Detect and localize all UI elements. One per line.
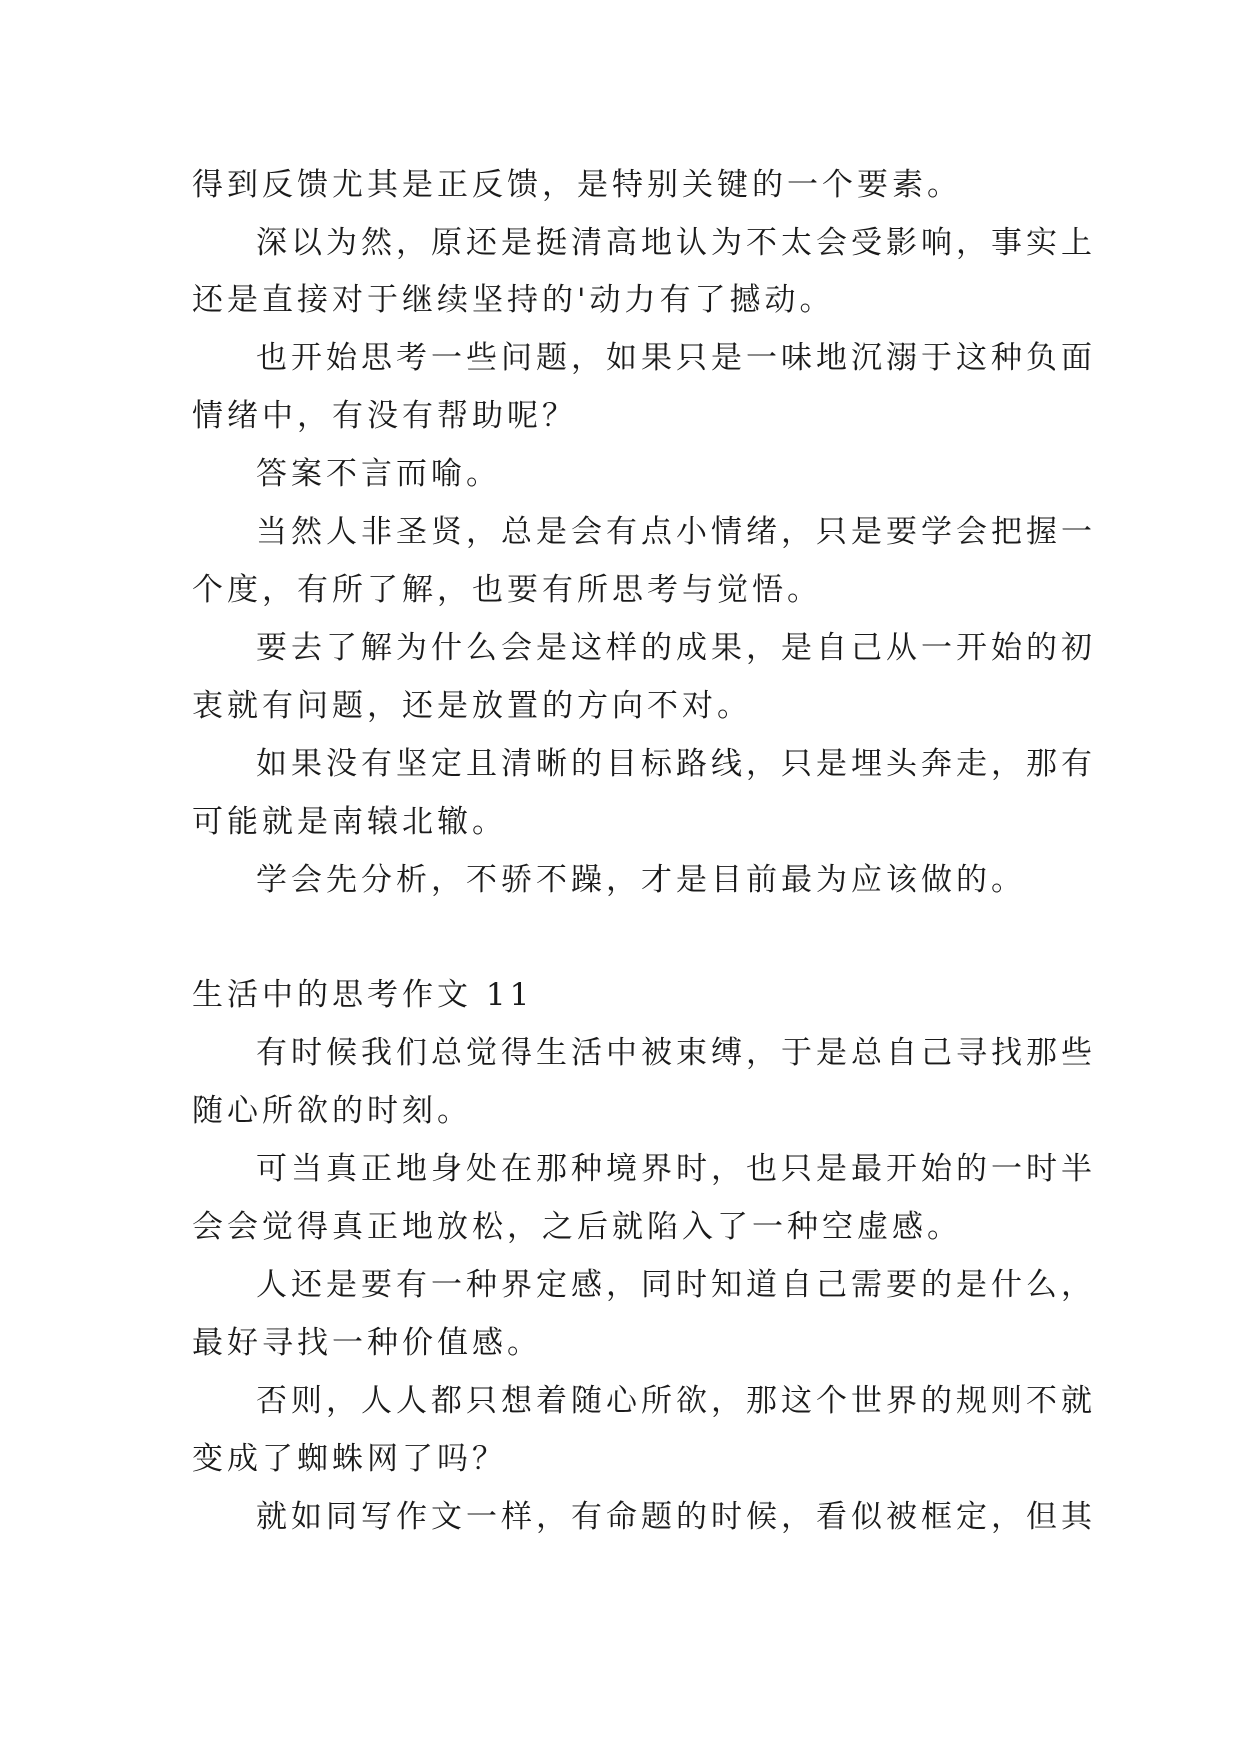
paragraph-line: 也开始思考一些问题，如果只是一味地沉溺于这种负面: [256, 340, 1096, 376]
paragraph-line: 随心所欲的时刻。: [192, 1093, 472, 1129]
paragraph-line: 否则，人人都只想着随心所欲，那这个世界的规则不就: [256, 1383, 1096, 1419]
paragraph-line: 得到反馈尤其是正反馈，是特别关键的一个要素。: [192, 167, 962, 203]
paragraph-line: 有时候我们总觉得生活中被束缚，于是总自己寻找那些: [256, 1035, 1096, 1071]
paragraph-line: 可能就是南辕北辙。: [192, 804, 507, 840]
section-heading: 生活中的思考作文 11: [192, 977, 534, 1013]
paragraph-line: 还是直接对于继续坚持的'动力有了撼动。: [192, 282, 835, 318]
paragraph-line: 如果没有坚定且清晰的目标路线，只是埋头奔走，那有: [256, 746, 1096, 782]
paragraph-line: 学会先分析，不骄不躁，才是目前最为应该做的。: [256, 862, 1026, 898]
paragraph-line: 个度，有所了解，也要有所思考与觉悟。: [192, 572, 822, 608]
paragraph-line: 答案不言而喻。: [256, 456, 501, 492]
paragraph-line: 最好寻找一种价值感。: [192, 1325, 542, 1361]
paragraph-line: 要去了解为什么会是这样的成果，是自己从一开始的初: [256, 630, 1096, 666]
paragraph-line: 变成了蜘蛛网了吗？: [192, 1441, 507, 1477]
paragraph-line: 衷就有问题，还是放置的方向不对。: [192, 688, 752, 724]
paragraph-line: 深以为然，原还是挺清高地认为不太会受影响，事实上: [256, 225, 1096, 261]
paragraph-line: 当然人非圣贤，总是会有点小情绪，只是要学会把握一: [256, 514, 1096, 550]
paragraph-line: 就如同写作文一样，有命题的时候，看似被框定，但其: [256, 1499, 1096, 1535]
paragraph-line: 会会觉得真正地放松，之后就陷入了一种空虚感。: [192, 1209, 962, 1245]
paragraph-line: 情绪中，有没有帮助呢？: [192, 398, 577, 434]
paragraph-line: 人还是要有一种界定感，同时知道自己需要的是什么，: [256, 1267, 1096, 1303]
paragraph-line: 可当真正地身处在那种境界时，也只是最开始的一时半: [256, 1151, 1096, 1187]
